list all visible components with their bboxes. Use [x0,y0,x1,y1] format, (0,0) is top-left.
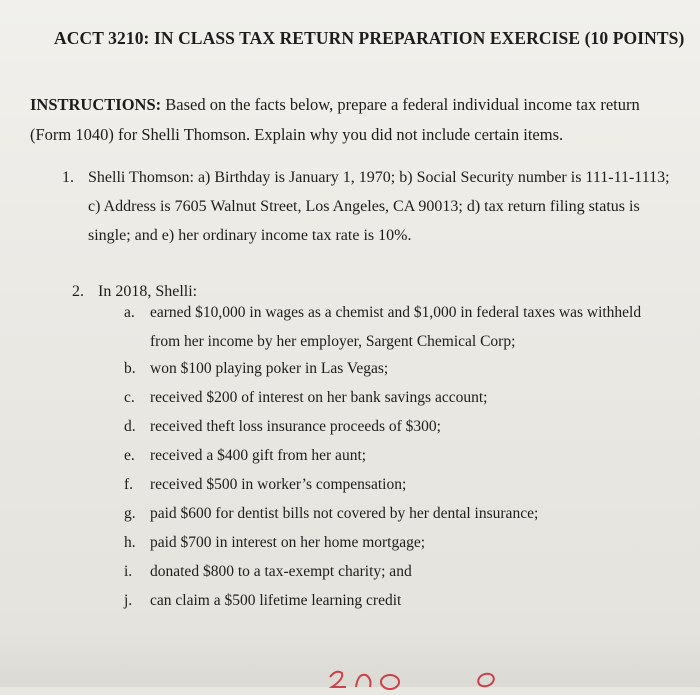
fact-subitem-list [124,298,679,615]
list-item-text: can claim a $500 lifetime learning credit [150,592,402,609]
list-item [124,528,679,557]
item-line: single; and e) her ordinary income tax rate is 10%. [88,227,412,244]
list-item-text: paid $600 for dentist bills not covered by her dental insurance; [150,505,539,522]
list-item-text: received theft loss insurance proceeds of $300; [150,418,441,435]
list-item-letter: b. [124,360,136,377]
list-item-text: received a $400 gift from her aunt; [150,447,367,464]
list-item [124,354,679,383]
handwritten-note [300,655,520,695]
list-item-text: won $100 playing poker in Las Vegas; [150,360,389,377]
list-item [124,499,679,528]
list-item-letter: c. [124,389,135,406]
list-item-text: received $200 of interest on her bank savings account; [150,389,488,406]
list-item [124,470,679,499]
instructions-label: INSTRUCTIONS: [30,95,162,114]
list-item-letter: f. [124,476,134,493]
list-item-letter: i. [124,563,133,580]
list-item [124,441,679,470]
list-item-letter: d. [124,418,136,435]
item-line: c) Address is 7605 Walnut Street, Los Angeles, CA 90013; d) tax return filing status is [88,198,640,215]
list-item-letter: h. [124,534,136,551]
fact-item-1 [62,163,672,250]
list-item [124,586,679,615]
list-item-letter: g. [124,505,136,522]
list-item [124,383,679,412]
list-item-text: from her income by her employer, Sargent Chemical Corp; [150,333,516,350]
list-item-text: donated $800 to a tax-exempt charity; and [150,563,412,580]
list-item-letter: a. [124,304,135,321]
item-number: 1. [62,169,74,186]
list-item [124,557,679,586]
item-intro: In 2018, Shelli: [98,283,198,300]
item-line: Shelli Thomson: a) Birthday is January 1, 1970; b) Social Security number is 111-11-1113; [88,169,670,186]
list-item-letter: e. [124,447,135,464]
list-item-text: paid $700 in interest on her home mortgage; [150,534,426,551]
instructions-paragraph [30,90,670,150]
list-item-text: received $500 in worker’s compensation; [150,476,407,493]
list-item [124,298,679,354]
instructions-text: Based on the facts below, prepare a federal individual income tax return (Form 1040) for Shelli Thomson. Explain why you did not include certain items. [30,95,640,144]
list-item [124,412,679,441]
page-title: ACCT 3210: IN CLASS TAX RETURN PREPARATION EXERCISE (10 POINTS) [54,28,685,48]
list-item-text: earned $10,000 in wages as a chemist and $1,000 in federal taxes was withheld [150,304,642,321]
item-number: 2. [72,283,84,300]
list-item-letter: j. [124,592,133,609]
